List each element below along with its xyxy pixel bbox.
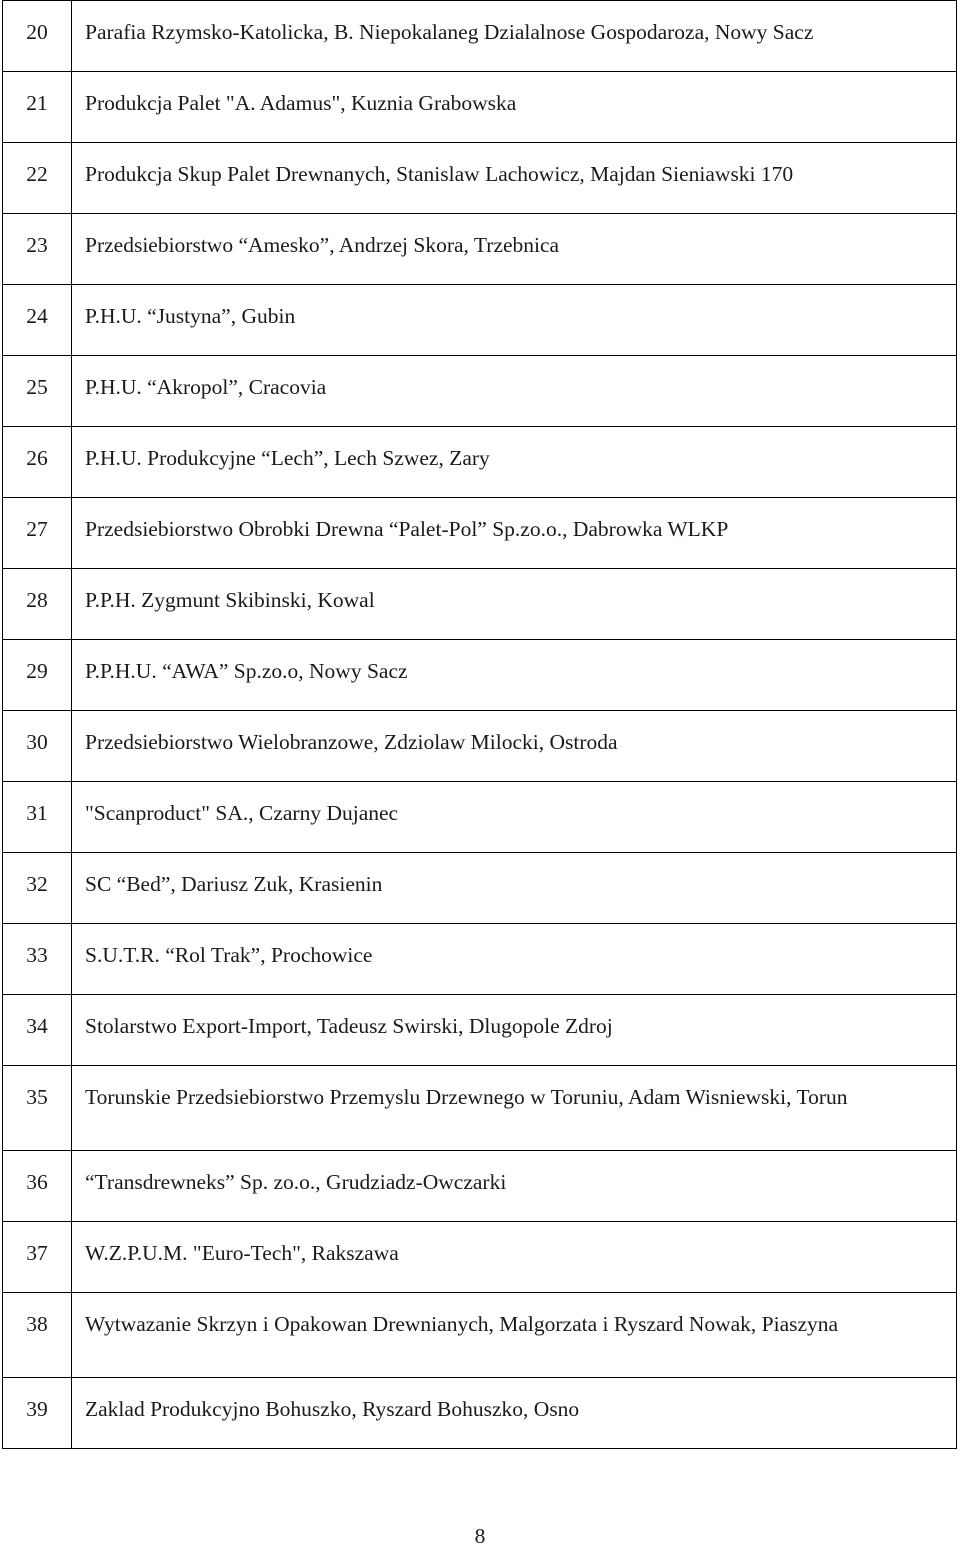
row-number: 33: [3, 924, 72, 995]
company-name: Torunskie Przedsiebiorstwo Przemyslu Drzewnego w Toruniu, Adam Wisniewski, Torun: [72, 1066, 957, 1151]
company-name: P.P.H. Zygmunt Skibinski, Kowal: [72, 569, 957, 640]
row-number: 32: [3, 853, 72, 924]
row-number: 29: [3, 640, 72, 711]
table-row: [3, 1, 957, 72]
company-name: P.P.H.U. “AWA” Sp.zo.o, Nowy Sacz: [72, 640, 957, 711]
company-name: Zaklad Produkcyjno Bohuszko, Ryszard Bohuszko, Osno: [72, 1378, 957, 1449]
company-name: SC “Bed”, Dariusz Zuk, Krasienin: [72, 853, 957, 924]
table-row: [3, 995, 957, 1066]
company-name: Przedsiebiorstwo “Amesko”, Andrzej Skora, Trzebnica: [72, 214, 957, 285]
table-row: [3, 853, 957, 924]
table-row: [3, 1378, 957, 1449]
row-number: 27: [3, 498, 72, 569]
company-name: S.U.T.R. “Rol Trak”, Prochowice: [72, 924, 957, 995]
table-row: [3, 285, 957, 356]
row-number: 23: [3, 214, 72, 285]
row-number: 22: [3, 143, 72, 214]
row-number: 25: [3, 356, 72, 427]
company-name: “Transdrewneks” Sp. zo.o., Grudziadz-Owczarki: [72, 1151, 957, 1222]
company-name: Parafia Rzymsko-Katolicka, B. Niepokalaneg Dzialalnose Gospodaroza, Nowy Sacz: [72, 1, 957, 72]
company-name: Przedsiebiorstwo Obrobki Drewna “Palet-Pol” Sp.zo.o., Dabrowka WLKP: [72, 498, 957, 569]
company-name: P.H.U. “Akropol”, Cracovia: [72, 356, 957, 427]
row-number: 24: [3, 285, 72, 356]
table-row: [3, 1066, 957, 1151]
row-number: 30: [3, 711, 72, 782]
company-name: W.Z.P.U.M. "Euro-Tech", Rakszawa: [72, 1222, 957, 1293]
row-number: 28: [3, 569, 72, 640]
table-row: [3, 924, 957, 995]
company-name: P.H.U. Produkcyjne “Lech”, Lech Szwez, Zary: [72, 427, 957, 498]
company-name: Stolarstwo Export-Import, Tadeusz Swirski, Dlugopole Zdroj: [72, 995, 957, 1066]
table-row: [3, 1293, 957, 1378]
table-row: [3, 356, 957, 427]
row-number: 26: [3, 427, 72, 498]
page-number: 8: [474, 1524, 486, 1548]
company-name: "Scanproduct" SA., Czarny Dujanec: [72, 782, 957, 853]
row-number: 21: [3, 72, 72, 143]
table-row: [3, 1222, 957, 1293]
table-row: [3, 640, 957, 711]
table-row: [3, 498, 957, 569]
company-name: P.H.U. “Justyna”, Gubin: [72, 285, 957, 356]
row-number: 31: [3, 782, 72, 853]
row-number: 36: [3, 1151, 72, 1222]
table-row: [3, 427, 957, 498]
row-number: 35: [3, 1066, 72, 1151]
table-row: [3, 782, 957, 853]
table-row: [3, 1151, 957, 1222]
row-number: 20: [3, 1, 72, 72]
row-number: 34: [3, 995, 72, 1066]
table-row: [3, 214, 957, 285]
row-number: 39: [3, 1378, 72, 1449]
table-row: [3, 569, 957, 640]
table-row: [3, 711, 957, 782]
company-name: Produkcja Palet "A. Adamus", Kuznia Grabowska: [72, 72, 957, 143]
company-list-table: [2, 0, 957, 1449]
row-number: 37: [3, 1222, 72, 1293]
company-name: Przedsiebiorstwo Wielobranzowe, Zdziolaw Milocki, Ostroda: [72, 711, 957, 782]
table-row: [3, 143, 957, 214]
company-name: Produkcja Skup Palet Drewnanych, Stanislaw Lachowicz, Majdan Sieniawski 170: [72, 143, 957, 214]
table-row: [3, 72, 957, 143]
row-number: 38: [3, 1293, 72, 1378]
company-name: Wytwazanie Skrzyn i Opakowan Drewnianych, Malgorzata i Ryszard Nowak, Piaszyna: [72, 1293, 957, 1378]
